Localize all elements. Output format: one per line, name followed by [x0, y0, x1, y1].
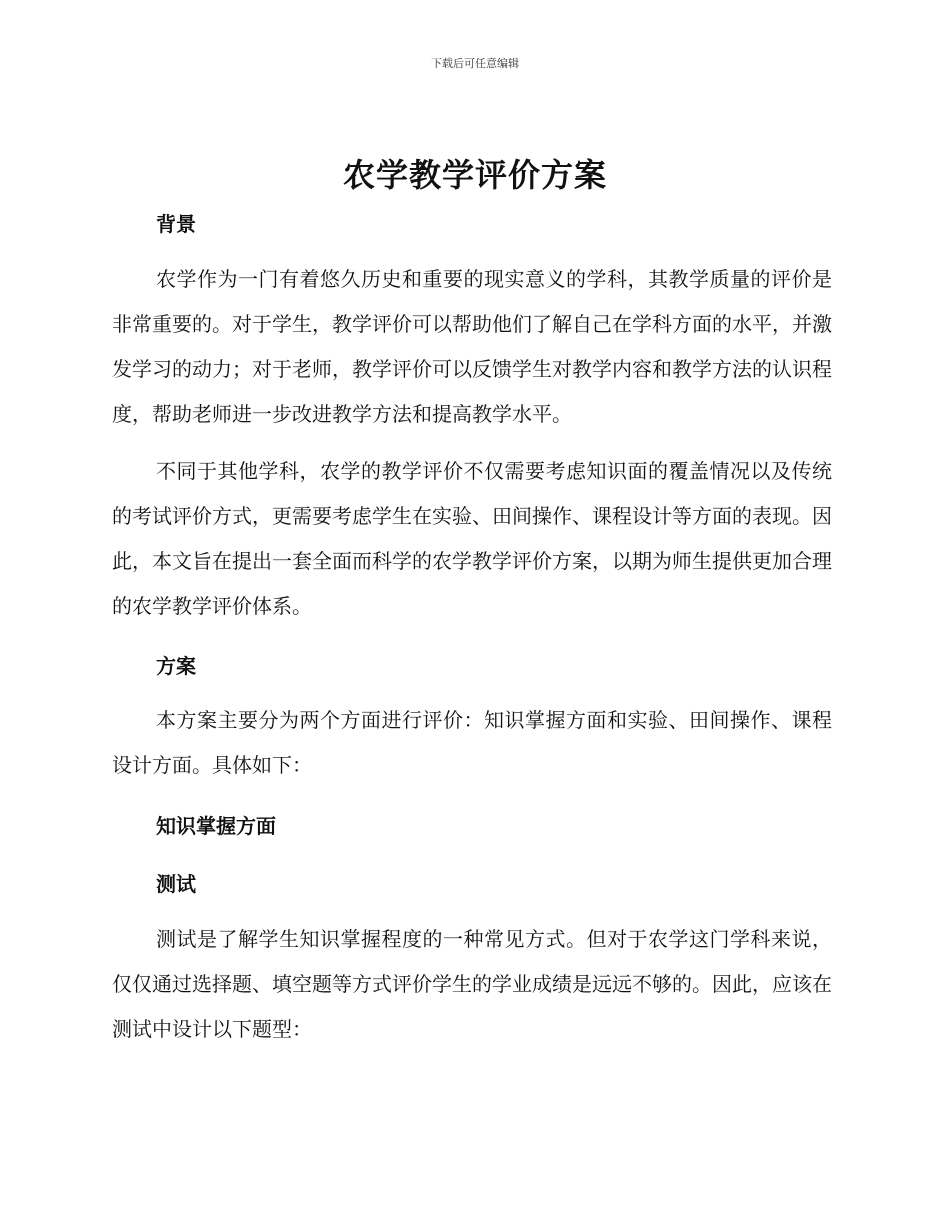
heading-plan: 方案 [156, 654, 196, 678]
paragraph-background-2: 不同于其他学科，农学的教学评价不仅需要考虑知识面的覆盖情况以及传统的考试评价方式，更需要考虑学生在实验、田间操作、课程设计等方面的表现。因此，本文旨在提出一套全面而科学的农学教学评价方案，以期为师生提供更加合理的农学教学评价体系。 [112, 459, 832, 618]
heading-test: 测试 [156, 872, 196, 896]
heading-background: 背景 [156, 212, 196, 236]
paragraph-test-1: 测试是了解学生知识掌握程度的一种常见方式。但对于农学这门学科来说，仅仅通过选择题、填空题等方式评价学生的学业成绩是远远不够的。因此，应该在测试中设计以下题型： [112, 927, 832, 1041]
paragraph-background-1: 农学作为一门有着悠久历史和重要的现实意义的学科，其教学质量的评价是非常重要的。对于学生，教学评价可以帮助他们了解自己在学科方面的水平，并激发学习的动力；对于老师，教学评价可以反馈学生对教学内容和教学方法的认识程度，帮助老师进一步改进教学方法和提高教学水平。 [112, 267, 832, 426]
heading-knowledge: 知识掌握方面 [156, 814, 276, 838]
page-header-note: 下载后可任意编辑 [431, 57, 519, 70]
paragraph-plan-1: 本方案主要分为两个方面进行评价：知识掌握方面和实验、田间操作、课程设计方面。具体如下： [112, 708, 832, 777]
document-title: 农学教学评价方案 [342, 156, 607, 194]
